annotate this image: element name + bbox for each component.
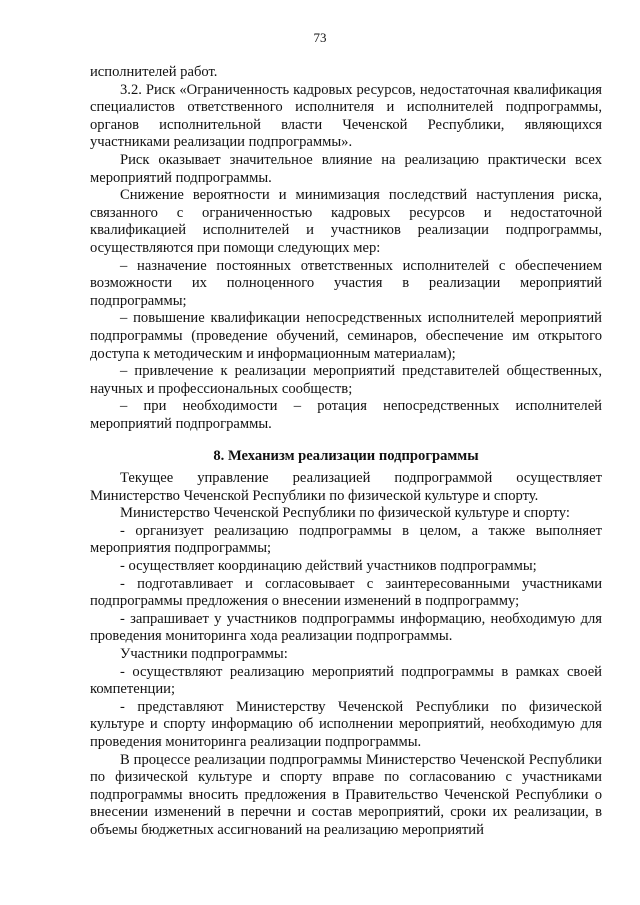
list-item-participant-duty: - осуществляют реализацию мероприятий подпрограммы в рамках своей компетенции;: [90, 663, 602, 698]
paragraph-management: Текущее управление реализацией подпрограммой осуществляет Министерство Чеченской Республики по физической культуре и спорту.: [90, 470, 602, 504]
paragraph-ministry-intro: Министерство Чеченской Республики по физической культуре и спорту:: [120, 505, 570, 522]
list-item-measure: – повышение квалификации непосредственных исполнителей мероприятий подпрограммы (проведение обучений, семинаров, обеспечение им открытого доступа к методическим и информационным материалам);: [90, 310, 602, 362]
paragraph-risk-impact: Риск оказывает значительное влияние на реализацию практически всех мероприятий подпрограммы.: [90, 151, 602, 186]
list-item-ministry-duty: - осуществляет координацию действий участников подпрограммы;: [120, 558, 537, 575]
list-item-measure: – привлечение к реализации мероприятий представителей общественных, научных и профессиональных сообществ;: [90, 363, 602, 397]
list-item-participant-duty: - представляют Министерству Чеченской Республики по физической культуре и спорту информацию об исполнении мероприятий, необходимую для проведения мониторинга реализации подпрограммы.: [90, 698, 602, 750]
list-item-measure: – при необходимости – ротация непосредственных исполнителей мероприятий подпрограммы.: [90, 398, 602, 432]
paragraph-risk-3-2: 3.2. Риск «Ограниченность кадровых ресурсов, недостаточная квалификация специалистов ответственного исполнителя и исполнителей подпрограммы, органов исполнительной власти Чеченской Республики, являющихся участниками реализации подпрограммы».: [90, 81, 602, 151]
list-item-measure: – назначение постоянных ответственных исполнителей с обеспечением возможности их полноценного участия в реализации мероприятий подпрограммы;: [90, 257, 602, 309]
paragraph-changes: В процессе реализации подпрограммы Министерство Чеченской Республики по физической культуре и спорту вправе по согласованию с участниками подпрограммы вносить предложения в Правительство Чеченской Республики о внесении изменений в перечни и состав мероприятий, сроки их реализации, в объемы бюджетных ассигнований на реализацию мероприятий: [90, 751, 602, 838]
section-heading: 8. Механизм реализации подпрограммы: [213, 448, 479, 465]
paragraph-risk-mitigation: Снижение вероятности и минимизация последствий наступления риска, связанного с ограниченностью кадровых ресурсов и недостаточной квалификацией исполнителей и участников реализации подпрограммы, осуществляются при помощи следующих мер:: [90, 187, 602, 256]
page-number: 73: [313, 30, 327, 45]
list-item-ministry-duty: - подготавливает и согласовывает с заинтересованными участниками подпрограммы предложения о внесении изменений в подпрограмму;: [90, 575, 602, 610]
document-body: [90, 64, 602, 840]
paragraph-continuation: исполнителей работ.: [90, 64, 218, 80]
list-item-ministry-duty: - запрашивает у участников подпрограммы информацию, необходимую для проведения мониторинга хода реализации подпрограммы.: [90, 610, 602, 645]
paragraph-participants-intro: Участники подпрограммы:: [120, 646, 288, 662]
list-item-ministry-duty: - организует реализацию подпрограммы в целом, а также выполняет мероприятия подпрограммы;: [90, 522, 602, 557]
